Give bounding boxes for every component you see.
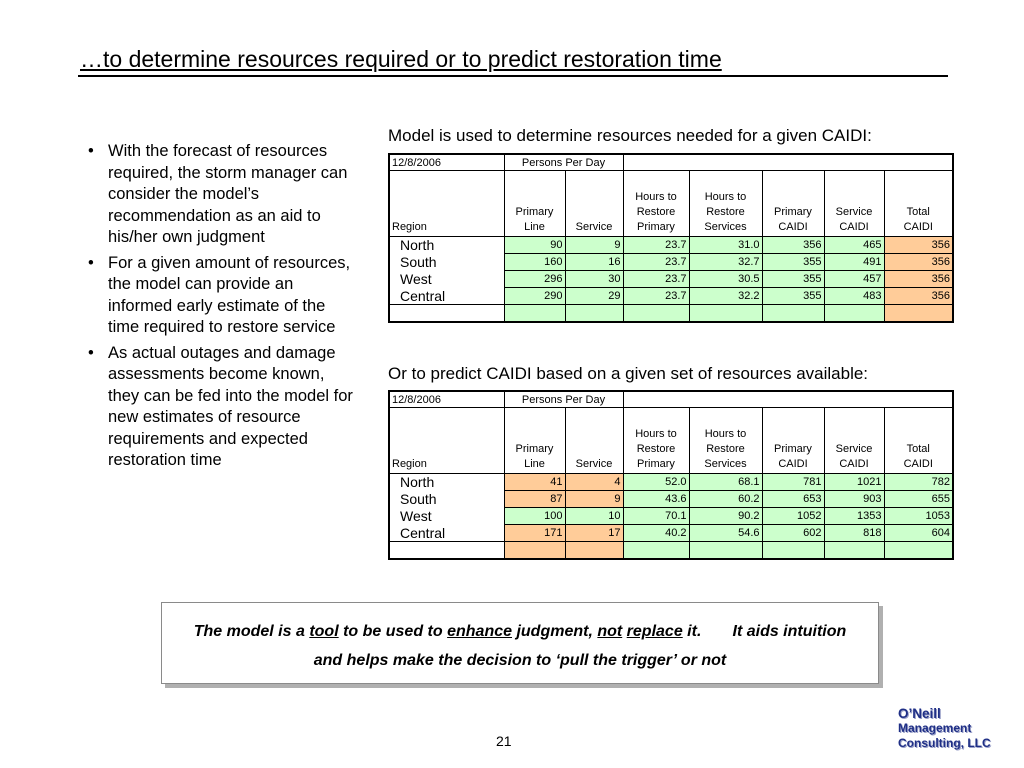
bullet-dot-icon: • — [88, 253, 94, 272]
total-caidi-cell: 655 — [884, 491, 953, 508]
callout-box — [161, 602, 879, 684]
region-cell: North — [389, 237, 504, 254]
hours-services-cell: 54.6 — [689, 525, 762, 542]
total-caidi-cell[interactable]: 356 — [884, 237, 953, 254]
primary-caidi-cell: 355 — [762, 254, 824, 271]
hours-services-cell: 31.0 — [689, 237, 762, 254]
table-row — [389, 508, 953, 525]
service-caidi-cell: 491 — [824, 254, 884, 271]
bullet-text: For a given amount of resources, the model can provide an informed early estimate of the time required to restore service — [108, 253, 351, 336]
title-underline-rule — [78, 75, 948, 77]
bullet-dot-icon: • — [88, 142, 94, 160]
total-caidi-cell[interactable]: 356 — [884, 271, 953, 288]
primary-caidi-header: Primary CAIDI — [762, 171, 824, 237]
region-cell: West — [389, 508, 504, 525]
hours-services-cell: 30.5 — [689, 271, 762, 288]
table-row — [389, 288, 953, 305]
service-caidi-cell: 483 — [824, 288, 884, 305]
primary-caidi-cell: 602 — [762, 525, 824, 542]
hours-services-cell: 32.7 — [689, 254, 762, 271]
region-cell: South — [389, 491, 504, 508]
callout-enhance-word: enhance — [447, 623, 513, 640]
persons-per-day-header: Persons Per Day — [504, 391, 623, 408]
logo-line-3: Consulting, LLC — [898, 736, 991, 750]
callout-not-word: not — [597, 623, 623, 640]
primary-line-cell[interactable]: 87 — [504, 491, 565, 508]
service-cell[interactable]: 9 — [565, 237, 623, 254]
service-cell[interactable]: 29 — [565, 288, 623, 305]
primary-caidi-header: Primary CAIDI — [762, 408, 824, 474]
service-caidi-cell: 1353 — [824, 508, 884, 525]
region-header: Region — [389, 171, 504, 237]
page-number: 21 — [496, 733, 512, 749]
table-empty-row — [389, 542, 953, 560]
primary-caidi-cell: 781 — [762, 474, 824, 491]
primary-line-header: Primary Line — [504, 408, 565, 474]
callout-text: The model is a tool to be used to enhance judgment, not replace it. It aids intuition and helps make the decision to ‘pull the trigger’ or not — [193, 623, 847, 669]
total-caidi-cell: 604 — [884, 525, 953, 542]
hours-services-cell: 68.1 — [689, 474, 762, 491]
bullet-text: With the forecast of resources required, the storm manager can consider the model’s recommendation as an aid to his/her own judgment — [108, 142, 348, 246]
total-caidi-cell[interactable]: 356 — [884, 254, 953, 271]
service-header: Service — [565, 408, 623, 474]
region-cell: South — [389, 254, 504, 271]
primary-caidi-cell: 1052 — [762, 508, 824, 525]
table-empty-row — [389, 305, 953, 323]
service-cell[interactable]: 10 — [565, 508, 623, 525]
primary-line-cell[interactable]: 41 — [504, 474, 565, 491]
hours-services-cell: 90.2 — [689, 508, 762, 525]
service-cell[interactable]: 17 — [565, 525, 623, 542]
hours-primary-cell: 23.7 — [623, 237, 689, 254]
hours-primary-header: Hours to Restore Primary — [623, 408, 689, 474]
table-row — [389, 271, 953, 288]
hours-primary-header: Hours to Restore Primary — [623, 171, 689, 237]
primary-line-cell[interactable]: 290 — [504, 288, 565, 305]
service-caidi-cell: 457 — [824, 271, 884, 288]
table-row — [389, 474, 953, 491]
primary-caidi-cell: 653 — [762, 491, 824, 508]
hours-primary-cell: 40.2 — [623, 525, 689, 542]
service-caidi-header: Service CAIDI — [824, 408, 884, 474]
hours-services-cell: 60.2 — [689, 491, 762, 508]
hours-primary-cell: 43.6 — [623, 491, 689, 508]
primary-caidi-cell: 356 — [762, 237, 824, 254]
table-row — [389, 491, 953, 508]
date-cell: 12/8/2006 — [389, 154, 504, 171]
service-cell[interactable]: 16 — [565, 254, 623, 271]
region-cell: North — [389, 474, 504, 491]
table-row — [389, 525, 953, 542]
primary-caidi-cell: 355 — [762, 288, 824, 305]
logo-line-1: O’Neill — [898, 706, 941, 721]
primary-line-header: Primary Line — [504, 171, 565, 237]
table1-caption: Model is used to determine resources needed for a given CAIDI: — [388, 126, 872, 145]
primary-line-cell[interactable]: 296 — [504, 271, 565, 288]
bullet-dot-icon: • — [88, 343, 94, 362]
table-row — [389, 254, 953, 271]
callout-replace-word: replace — [626, 623, 683, 640]
primary-line-cell[interactable]: 160 — [504, 254, 565, 271]
region-header: Region — [389, 408, 504, 474]
hours-services-header: Hours to Restore Services — [689, 171, 762, 237]
total-caidi-cell[interactable]: 356 — [884, 288, 953, 305]
resources-table — [388, 153, 954, 323]
primary-line-cell[interactable]: 90 — [504, 237, 565, 254]
hours-primary-cell: 23.7 — [623, 254, 689, 271]
callout-tool-word: tool — [309, 623, 339, 640]
date-cell: 12/8/2006 — [389, 391, 504, 408]
primary-line-cell[interactable]: 171 — [504, 525, 565, 542]
total-caidi-header: Total CAIDI — [884, 408, 953, 474]
bullet-list — [86, 141, 356, 476]
hours-primary-cell: 52.0 — [623, 474, 689, 491]
region-cell: Central — [389, 288, 504, 305]
table2-caption: Or to predict CAIDI based on a given set of resources available: — [388, 364, 869, 383]
service-caidi-cell: 818 — [824, 525, 884, 542]
total-caidi-cell: 1053 — [884, 508, 953, 525]
total-caidi-cell: 782 — [884, 474, 953, 491]
persons-per-day-header: Persons Per Day — [504, 154, 623, 171]
hours-primary-cell: 23.7 — [623, 288, 689, 305]
service-cell[interactable]: 9 — [565, 491, 623, 508]
service-cell[interactable]: 4 — [565, 474, 623, 491]
bullet-item — [86, 253, 356, 339]
region-cell: Central — [389, 525, 504, 542]
hours-primary-cell: 70.1 — [623, 508, 689, 525]
logo-line-2: Management — [898, 721, 972, 735]
table-row — [389, 237, 953, 254]
hours-services-header: Hours to Restore Services — [689, 408, 762, 474]
service-header: Service — [565, 171, 623, 237]
service-caidi-cell: 1021 — [824, 474, 884, 491]
region-cell: West — [389, 271, 504, 288]
caidi-prediction-table — [388, 390, 954, 560]
bullet-item — [86, 343, 356, 472]
bullet-text: As actual outages and damage assessments become known, they can be fed into the model for new estimates of resource requirements and expected restoration time — [108, 343, 353, 469]
service-cell[interactable]: 30 — [565, 271, 623, 288]
total-caidi-header: Total CAIDI — [884, 171, 953, 237]
bullet-item — [86, 141, 356, 249]
service-caidi-header: Service CAIDI — [824, 171, 884, 237]
primary-caidi-cell: 355 — [762, 271, 824, 288]
hours-primary-cell: 23.7 — [623, 271, 689, 288]
primary-line-cell[interactable]: 100 — [504, 508, 565, 525]
slide-title: …to determine resources required or to predict restoration time — [80, 46, 722, 72]
hours-services-cell: 32.2 — [689, 288, 762, 305]
service-caidi-cell: 465 — [824, 237, 884, 254]
service-caidi-cell: 903 — [824, 491, 884, 508]
company-logo — [898, 706, 1008, 751]
